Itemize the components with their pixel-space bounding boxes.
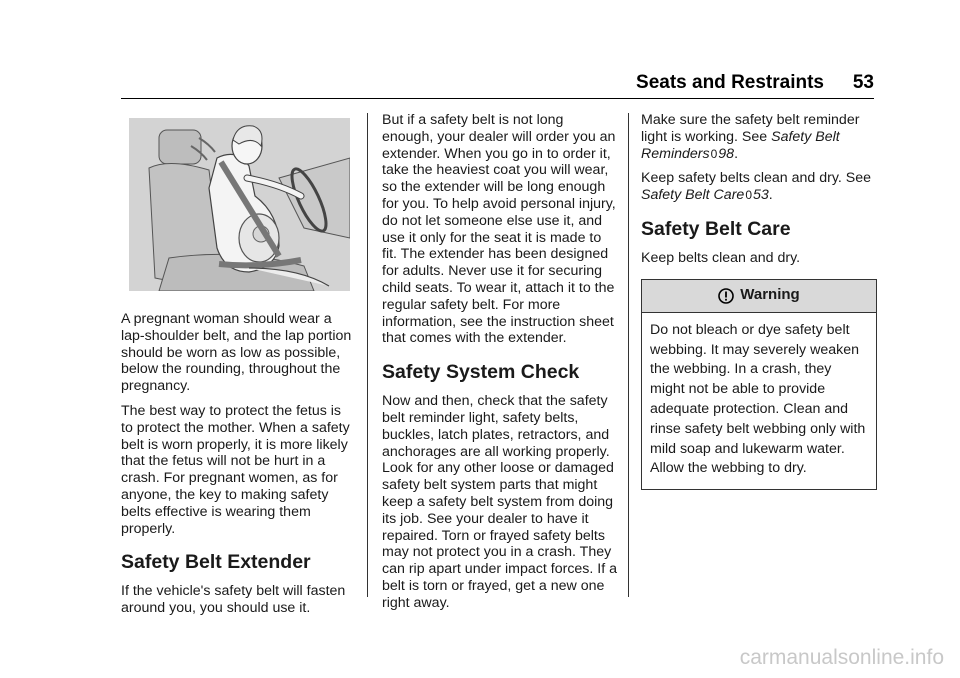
page-number: 53 (852, 72, 874, 93)
cross-reference-page[interactable]: 98 (718, 145, 735, 162)
column-2 (382, 112, 618, 620)
column-divider (367, 113, 368, 597)
paragraph: But if a safety belt is not long enough, your dealer will order you an extender. When you go in to order it, take the heaviest coat you will wear, so the extender will be long enough for you. To help avoid personal injury, do not let someone else use it, and use it only for the seat it is made to fit. The extender has been designed for adults. Never use it for securing child seats. To wear it, attach it to the regular safety belt. For more information, see the instruction sheet that comes with the extender. (382, 112, 616, 347)
paragraph: The best way to protect the fetus is to protect the mother. When a safety belt is worn properly, it is more likely that the fetus will not be hurt in a crash. For pregnant women, as for anyone, the key to making safety belts effective is wearing them properly. (121, 402, 350, 537)
section-heading: Safety Belt Extender (121, 551, 311, 574)
paragraph-text: Make sure the safety belt reminder light is working. See (641, 112, 860, 145)
section-heading: Safety Belt Care (641, 217, 791, 240)
warning-text: Do not bleach or dye safety belt webbing. It may severely weaken the webbing. In a crash, they might not be able to provide adequate protection. Clean and rinse safety belt webbing only with mild soap and lukewarm water. Allow the webbing to dry. (650, 321, 866, 477)
page-ref-icon: 0 (745, 188, 752, 203)
warning-box (641, 279, 877, 490)
paragraph-text: Keep safety belts clean and dry. See (641, 170, 872, 187)
section-heading: Safety System Check (382, 361, 580, 384)
figure-caption: A pregnant woman should wear a lap-shoulder belt, and the lap portion should be worn as low as possible, below the rounding, throughout the pregnancy. (121, 311, 352, 395)
column-1 (121, 112, 353, 625)
warning-title: Warning (740, 286, 800, 304)
page-header (121, 70, 874, 99)
page-ref-icon: 0 (710, 146, 718, 161)
warning-icon (718, 288, 734, 304)
cross-reference-page[interactable]: 53 (753, 187, 769, 204)
paragraph: Keep belts clean and dry. (641, 249, 801, 266)
cross-reference-link[interactable]: Safety Belt Reminders (641, 128, 840, 162)
section-title: Seats and Restraints (636, 72, 824, 93)
column-divider (628, 113, 629, 597)
column-3 (641, 112, 877, 490)
paragraph: If the vehicle's safety belt will fasten around you, you should use it. (121, 583, 346, 617)
punctuation: . (734, 145, 739, 162)
cross-reference-link[interactable]: Safety Belt Care (641, 187, 745, 204)
paragraph (641, 170, 877, 204)
paragraph (641, 112, 877, 162)
punctuation: . (768, 187, 773, 204)
warning-header (642, 280, 876, 313)
watermark: carmanualsonline.info (739, 646, 944, 669)
pregnant-woman-seatbelt-illustration (129, 118, 350, 291)
paragraph: Now and then, check that the safety belt reminder light, safety belts, buckles, latch plates, retractors, and anchorages are all working properly. Look for any other loose or damaged safety belt system parts that might keep a safety belt system from doing its job. See your dealer to have it repaired. Torn or frayed safety belts may not protect you in a crash. They can rip apart under impact forces. If a belt is torn or frayed, get a new one right away. (382, 393, 617, 611)
